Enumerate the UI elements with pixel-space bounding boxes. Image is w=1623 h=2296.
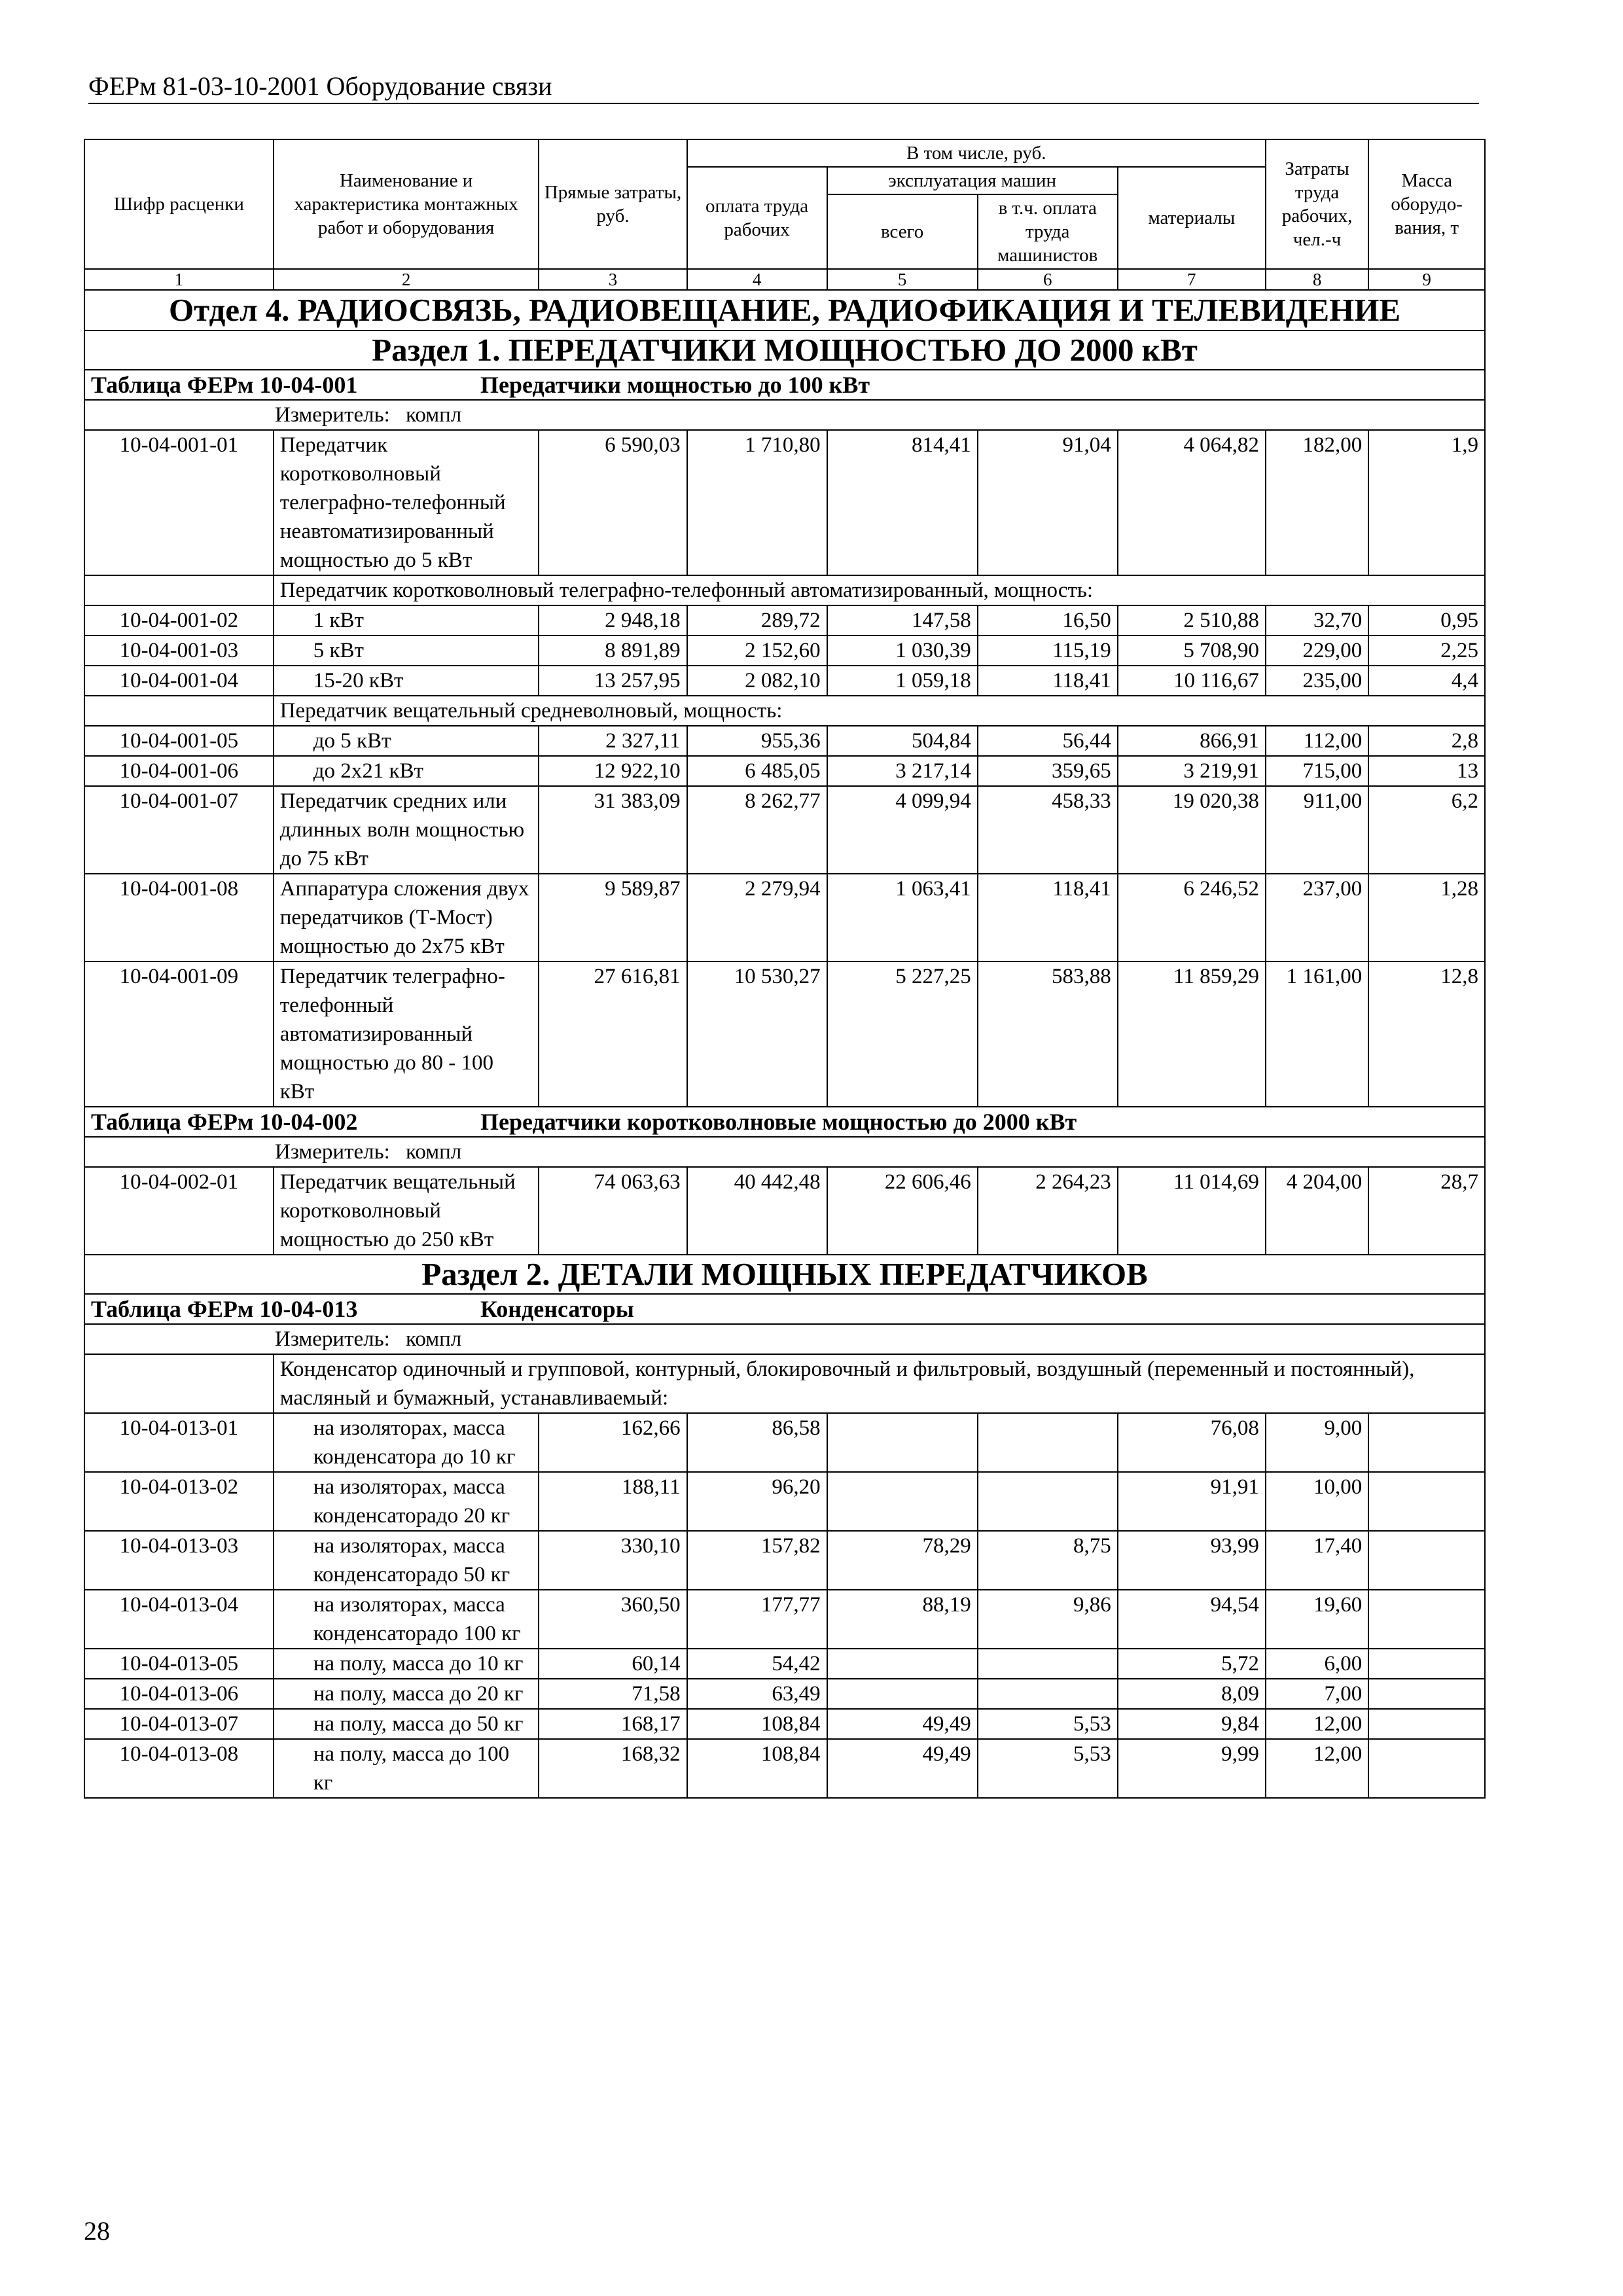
cell-materials: 19 020,38 [1118, 786, 1266, 874]
cell-machines: 5 227,25 [827, 961, 978, 1107]
column-numbers-row [84, 269, 1485, 290]
cell-labor: 12,00 [1266, 1739, 1368, 1798]
table-row [84, 1531, 1485, 1590]
cell-labor: 10,00 [1266, 1472, 1368, 1531]
cell-labor: 235,00 [1266, 666, 1368, 696]
table-number: Таблица ФЕРм 10-04-001 [91, 372, 358, 398]
cell-code: 10-04-001-07 [84, 786, 274, 874]
cell-mass: 0,95 [1368, 605, 1485, 636]
cell-machine-wages: 118,41 [978, 666, 1118, 696]
cell-code: 10-04-013-08 [84, 1739, 274, 1798]
cell-wages: 40 442,48 [687, 1167, 827, 1255]
cell-materials: 11 859,29 [1118, 961, 1266, 1107]
cell-labor: 7,00 [1266, 1679, 1368, 1709]
col-num: 5 [827, 269, 978, 290]
col-num: 3 [539, 269, 687, 290]
cell-machine-wages: 359,65 [978, 756, 1118, 786]
cell-wages: 63,49 [687, 1679, 827, 1709]
table-row [84, 726, 1485, 756]
col-num: 2 [274, 269, 539, 290]
table-name: Передатчики мощностью до 100 кВт [480, 372, 870, 398]
table-row [84, 874, 1485, 961]
cell-wages: 10 530,27 [687, 961, 827, 1107]
cell-wages: 8 262,77 [687, 786, 827, 874]
cell-code: 10-04-013-06 [84, 1679, 274, 1709]
cell-materials: 2 510,88 [1118, 605, 1266, 636]
cell-code: 10-04-001-02 [84, 605, 274, 636]
cell-machines [827, 1472, 978, 1531]
cell-machines: 1 063,41 [827, 874, 978, 961]
cell-wages: 108,84 [687, 1709, 827, 1739]
cell-direct: 360,50 [539, 1590, 687, 1649]
cell-materials: 5,72 [1118, 1649, 1266, 1679]
table-title [84, 370, 1485, 400]
cell-machines [827, 1413, 978, 1472]
cell-code: 10-04-013-02 [84, 1472, 274, 1531]
cell-machines [827, 1679, 978, 1709]
table-row [84, 1590, 1485, 1649]
cell-direct: 31 383,09 [539, 786, 687, 874]
department-title: Отдел 4. РАДИОСВЯЗЬ, РАДИОВЕЩАНИЕ, РАДИОФИКАЦИЯ И ТЕЛЕВИДЕНИЕ [84, 290, 1485, 331]
cell-wages: 177,77 [687, 1590, 827, 1649]
cell-code: 10-04-013-05 [84, 1649, 274, 1679]
col-machines: эксплуатация машин [827, 167, 1118, 194]
cell-direct: 168,17 [539, 1709, 687, 1739]
measure-unit: компл [406, 1140, 462, 1164]
cell-machines: 504,84 [827, 726, 978, 756]
cell-materials: 11 014,69 [1118, 1167, 1266, 1255]
page-header: ФЕРм 81-03-10-2001 Оборудование связи [88, 71, 1479, 104]
cell-code: 10-04-013-07 [84, 1709, 274, 1739]
table-row [84, 430, 1485, 575]
cell-direct: 8 891,89 [539, 636, 687, 666]
cell-name: до 5 кВт [274, 726, 539, 756]
table-row [84, 636, 1485, 666]
cell-mass [1368, 1472, 1485, 1531]
cell-materials: 6 246,52 [1118, 874, 1266, 961]
cell-mass: 13 [1368, 756, 1485, 786]
cell-mass [1368, 1413, 1485, 1472]
cell-labor: 1 161,00 [1266, 961, 1368, 1107]
cell-wages: 1 710,80 [687, 430, 827, 575]
group-caption: Конденсатор одиночный и групповой, контурный, блокировочный и фильтровый, воздушный (переменный и постоянный), масляный и бумажный, устанавливаемый: [274, 1354, 1485, 1413]
section-title: Раздел 2. ДЕТАЛИ МОЩНЫХ ПЕРЕДАТЧИКОВ [84, 1255, 1485, 1294]
cell-materials: 5 708,90 [1118, 636, 1266, 666]
table-row [84, 961, 1485, 1107]
cell-name: на полу, масса до 50 кг [274, 1709, 539, 1739]
cell-name: до 2х21 кВт [274, 756, 539, 786]
table-name: Передатчики коротковолновые мощностью до 2000 кВт [480, 1109, 1077, 1135]
cell-machines: 88,19 [827, 1590, 978, 1649]
measure-label: Измеритель: [275, 1140, 390, 1164]
cell-materials: 94,54 [1118, 1590, 1266, 1649]
col-num: 4 [687, 269, 827, 290]
cell-code: 10-04-001-04 [84, 666, 274, 696]
cell-materials: 9,99 [1118, 1739, 1266, 1798]
measure-unit: компл [406, 1327, 462, 1351]
table-name: Конденсаторы [480, 1296, 634, 1322]
cell-name: 1 кВт [274, 605, 539, 636]
cell-materials: 8,09 [1118, 1679, 1266, 1709]
group-caption: Передатчик вещательный средневолновый, мощность: [274, 696, 1485, 726]
cell-machine-wages [978, 1649, 1118, 1679]
col-mass: Масса оборудо-вания, т [1368, 139, 1485, 269]
cell-direct: 27 616,81 [539, 961, 687, 1107]
cell-name: на изоляторах, масса конденсаторадо 50 кг [274, 1531, 539, 1590]
cell-machine-wages: 115,19 [978, 636, 1118, 666]
cell-name: на изоляторах, масса конденсатора до 10 кг [274, 1413, 539, 1472]
table-row [84, 666, 1485, 696]
cell-code: 10-04-001-05 [84, 726, 274, 756]
col-wages: оплата труда рабочих [687, 167, 827, 269]
cell-machine-wages [978, 1413, 1118, 1472]
cell-wages: 289,72 [687, 605, 827, 636]
cell-direct: 13 257,95 [539, 666, 687, 696]
cell-labor: 6,00 [1266, 1649, 1368, 1679]
cell-mass [1368, 1739, 1485, 1798]
cell-labor: 17,40 [1266, 1531, 1368, 1590]
measure-row [84, 1137, 1485, 1167]
cell-code: 10-04-001-01 [84, 430, 274, 575]
cell-machine-wages [978, 1472, 1118, 1531]
cell-machines [827, 1649, 978, 1679]
cell-wages: 108,84 [687, 1739, 827, 1798]
cell-direct: 168,32 [539, 1739, 687, 1798]
cell-labor: 32,70 [1266, 605, 1368, 636]
cell-machine-wages: 5,53 [978, 1709, 1118, 1739]
col-num: 8 [1266, 269, 1368, 290]
cell-wages: 955,36 [687, 726, 827, 756]
cell-materials: 91,91 [1118, 1472, 1266, 1531]
col-materials: материалы [1118, 167, 1266, 269]
col-machines-wages: в т.ч. оплата труда машинистов [978, 194, 1118, 269]
cell-mass [1368, 1590, 1485, 1649]
col-direct: Прямые затраты, руб. [539, 139, 687, 269]
table-number: Таблица ФЕРм 10-04-013 [91, 1296, 358, 1322]
cell-wages: 2 082,10 [687, 666, 827, 696]
cell-direct: 2 327,11 [539, 726, 687, 756]
cell-machines: 49,49 [827, 1709, 978, 1739]
cell-labor: 182,00 [1266, 430, 1368, 575]
table-row [84, 1167, 1485, 1255]
cell-name: Передатчик коротковолновый телеграфно-телефонный неавтоматизированный мощностью до 5 кВт [274, 430, 539, 575]
table-title [84, 1294, 1485, 1324]
group-caption: Передатчик коротковолновый телеграфно-телефонный автоматизированный, мощность: [274, 575, 1485, 605]
cell-code: 10-04-001-06 [84, 756, 274, 786]
col-code: Шифр расценки [84, 139, 274, 269]
cell-machine-wages: 56,44 [978, 726, 1118, 756]
cell-code: 10-04-002-01 [84, 1167, 274, 1255]
cell-name: Аппаратура сложения двух передатчиков (Т-Мост) мощностью до 2х75 кВт [274, 874, 539, 961]
cell-machine-wages: 91,04 [978, 430, 1118, 575]
cell-direct: 9 589,87 [539, 874, 687, 961]
cell-labor: 12,00 [1266, 1709, 1368, 1739]
measure-label: Измеритель: [275, 1327, 390, 1351]
cell-materials: 3 219,91 [1118, 756, 1266, 786]
cell-labor: 237,00 [1266, 874, 1368, 961]
cell-mass: 6,2 [1368, 786, 1485, 874]
col-name: Наименование и характеристика монтажных работ и оборудования [274, 139, 539, 269]
cell-direct: 74 063,63 [539, 1167, 687, 1255]
cell-direct: 71,58 [539, 1679, 687, 1709]
cell-name: Передатчик вещательный коротковолновый мощностью до 250 кВт [274, 1167, 539, 1255]
table-row [84, 1709, 1485, 1739]
measure-label: Измеритель: [275, 403, 390, 427]
cell-mass [1368, 1709, 1485, 1739]
cell-direct: 60,14 [539, 1649, 687, 1679]
table-row [84, 605, 1485, 636]
cell-labor: 19,60 [1266, 1590, 1368, 1649]
cell-wages: 54,42 [687, 1649, 827, 1679]
cell-machine-wages: 118,41 [978, 874, 1118, 961]
cell-materials: 4 064,82 [1118, 430, 1266, 575]
cell-name: на полу, масса до 20 кг [274, 1679, 539, 1709]
cell-name: 5 кВт [274, 636, 539, 666]
cell-wages: 2 279,94 [687, 874, 827, 961]
measure-row [84, 1324, 1485, 1354]
table-row [84, 1649, 1485, 1679]
col-num: 7 [1118, 269, 1266, 290]
cell-code: 10-04-001-08 [84, 874, 274, 961]
cell-name: на изоляторах, масса конденсаторадо 20 кг [274, 1472, 539, 1531]
cell-name: на полу, масса до 100 кг [274, 1739, 539, 1798]
cell-mass [1368, 1649, 1485, 1679]
cell-materials: 93,99 [1118, 1531, 1266, 1590]
table-row [84, 786, 1485, 874]
cell-labor: 9,00 [1266, 1413, 1368, 1472]
cell-machines: 49,49 [827, 1739, 978, 1798]
cell-direct: 188,11 [539, 1472, 687, 1531]
cell-name: Передатчик телеграфно-телефонный автоматизированный мощностью до 80 - 100 кВт [274, 961, 539, 1107]
cell-name: Передатчик средних или длинных волн мощностью до 75 кВт [274, 786, 539, 874]
cell-machine-wages: 9,86 [978, 1590, 1118, 1649]
table-title [84, 1107, 1485, 1137]
cell-machines: 78,29 [827, 1531, 978, 1590]
cell-name: 15-20 кВт [274, 666, 539, 696]
cell-machine-wages [978, 1679, 1118, 1709]
table-row [84, 1739, 1485, 1798]
cell-wages: 6 485,05 [687, 756, 827, 786]
cell-machines: 147,58 [827, 605, 978, 636]
cell-direct: 2 948,18 [539, 605, 687, 636]
page-number: 28 [84, 2216, 110, 2246]
cell-mass: 2,8 [1368, 726, 1485, 756]
cell-materials: 10 116,67 [1118, 666, 1266, 696]
table-row [84, 756, 1485, 786]
cell-wages: 2 152,60 [687, 636, 827, 666]
cell-mass [1368, 1679, 1485, 1709]
cell-code: 10-04-013-03 [84, 1531, 274, 1590]
cell-direct: 162,66 [539, 1413, 687, 1472]
table-header [84, 139, 1485, 290]
cell-materials: 866,91 [1118, 726, 1266, 756]
cell-wages: 96,20 [687, 1472, 827, 1531]
cell-machines: 1 059,18 [827, 666, 978, 696]
table-row [84, 1472, 1485, 1531]
measure-row [84, 400, 1485, 430]
cell-materials: 9,84 [1118, 1709, 1266, 1739]
table-row [84, 1413, 1485, 1472]
cell-machine-wages: 8,75 [978, 1531, 1118, 1590]
col-num: 9 [1368, 269, 1485, 290]
cell-code: 10-04-013-01 [84, 1413, 274, 1472]
col-num: 1 [84, 269, 274, 290]
table-number: Таблица ФЕРм 10-04-002 [91, 1109, 358, 1135]
cell-mass: 12,8 [1368, 961, 1485, 1107]
cell-machines: 22 606,46 [827, 1167, 978, 1255]
section-title: Раздел 1. ПЕРЕДАТЧИКИ МОЩНОСТЬЮ ДО 2000 кВт [84, 331, 1485, 370]
cell-name: на изоляторах, масса конденсаторадо 100 кг [274, 1590, 539, 1649]
cell-code: 10-04-013-04 [84, 1590, 274, 1649]
cell-direct: 330,10 [539, 1531, 687, 1590]
cell-labor: 112,00 [1266, 726, 1368, 756]
cell-machine-wages: 5,53 [978, 1739, 1118, 1798]
cell-labor: 911,00 [1266, 786, 1368, 874]
measure-unit: компл [406, 403, 462, 427]
cell-labor: 229,00 [1266, 636, 1368, 666]
cell-mass [1368, 1531, 1485, 1590]
cell-materials: 76,08 [1118, 1413, 1266, 1472]
col-num: 6 [978, 269, 1118, 290]
cell-machines: 4 099,94 [827, 786, 978, 874]
cell-labor: 4 204,00 [1266, 1167, 1368, 1255]
cell-wages: 157,82 [687, 1531, 827, 1590]
cell-mass: 1,28 [1368, 874, 1485, 961]
table-row [84, 1679, 1485, 1709]
cell-machine-wages: 583,88 [978, 961, 1118, 1107]
cell-direct: 12 922,10 [539, 756, 687, 786]
cell-code: 10-04-001-03 [84, 636, 274, 666]
cell-name: на полу, масса до 10 кг [274, 1649, 539, 1679]
cell-machines: 3 217,14 [827, 756, 978, 786]
cell-machines: 1 030,39 [827, 636, 978, 666]
cell-mass: 2,25 [1368, 636, 1485, 666]
cell-mass: 1,9 [1368, 430, 1485, 575]
cell-machine-wages: 16,50 [978, 605, 1118, 636]
cell-code: 10-04-001-09 [84, 961, 274, 1107]
col-machines-total: всего [827, 194, 978, 269]
price-table [84, 139, 1486, 1799]
cell-direct: 6 590,03 [539, 430, 687, 575]
cell-machines: 814,41 [827, 430, 978, 575]
col-labor: Затраты труда рабочих, чел.-ч [1266, 139, 1368, 269]
cell-machine-wages: 2 264,23 [978, 1167, 1118, 1255]
cell-machine-wages: 458,33 [978, 786, 1118, 874]
cell-mass: 28,7 [1368, 1167, 1485, 1255]
col-including: В том числе, руб. [687, 139, 1266, 167]
cell-mass: 4,4 [1368, 666, 1485, 696]
cell-labor: 715,00 [1266, 756, 1368, 786]
cell-wages: 86,58 [687, 1413, 827, 1472]
